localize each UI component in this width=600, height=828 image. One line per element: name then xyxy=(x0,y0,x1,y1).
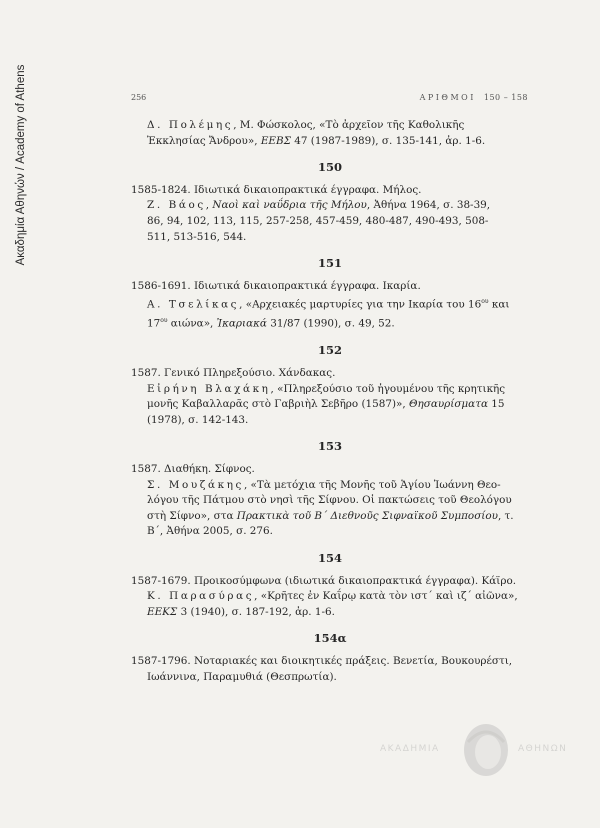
entry-number: 151 xyxy=(317,256,342,271)
citation-text: 511, 513-516, 544. xyxy=(147,230,247,243)
book-title: Ναοὶ καὶ ναΰδρια τῆς Μήλου xyxy=(212,199,367,212)
citation-text: 31/87 (1990), σ. 49, 52. xyxy=(266,317,395,330)
entry-citation xyxy=(131,589,529,620)
entry-number: 150 xyxy=(317,160,342,175)
citation-text: λόγου τῆς Πάτμου στὸ νησὶ τῆς Σίφνου. Οἱ πακτώσεις τοῦ Θεολόγου xyxy=(147,494,512,507)
entry-head: 1587. Γενικό Πληρεξούσιο. Χάνδακας. xyxy=(131,367,336,380)
journal-title: Ἰκαριακά xyxy=(216,317,267,330)
entry-head-continued: Ιωάννινα, Παραμυθιά (Θεσπρωτία). xyxy=(147,670,337,683)
citation-text: αιώνα», xyxy=(167,317,217,330)
citation-text: 17 xyxy=(147,317,161,330)
superscript: ου xyxy=(481,298,489,306)
entry-head: 1587-1796. Νοταριακές και διοικητικές πράξεις. Βενετία, Βουκουρέστι, xyxy=(131,654,513,667)
citation-text: , «Τὰ μετόχια τῆς Μονῆς τοῦ Ἁγίου Ἰωάννη Θεο- xyxy=(243,478,501,491)
proceedings-title: Πρακτικὰ τοῦ Β΄ Διεθνοῦς Σιφναϊκοῦ Συμποσίου xyxy=(236,509,498,522)
entry-citation xyxy=(131,382,529,429)
top-fragment xyxy=(131,118,529,149)
journal-title: ΕΕΒΣ xyxy=(260,134,291,147)
author: Εἰρήνη Βλαχάκη xyxy=(147,382,271,395)
citation-text: Ἐκκλησίας Ἄνδρου», xyxy=(147,134,261,147)
citation-text: 47 (1987-1989), σ. 135-141, ἀρ. 1-6. xyxy=(290,134,486,147)
citation-text: 3 (1940), σ. 187-192, ἀρ. 1-6. xyxy=(177,605,335,618)
superscript: ου xyxy=(160,317,168,325)
entry-number: 152 xyxy=(317,343,342,358)
entry-number: 154 xyxy=(317,551,342,565)
journal-title: ΕΕΚΣ xyxy=(147,605,178,618)
citation-text: , τ. xyxy=(497,509,514,522)
author: Α. Τσελίκας xyxy=(147,298,240,311)
citation-text: , «Κρῆτες ἐν Καΐρῳ κατὰ τὸν ιστ΄ καὶ ιζ΄ αἰῶνα», xyxy=(254,590,518,603)
citation-text: , «Αρχειακές μαρτυρίες για την Ικαρία του 16 xyxy=(239,298,482,311)
entry-head: 1587. Διαθήκη. Σίφνος. xyxy=(131,463,255,476)
citation-text: Β΄, Ἀθήνα 2005, σ. 276. xyxy=(147,525,273,538)
running-title-text: ΑΡΙΘΜΟΙ xyxy=(419,93,476,102)
author: Σ. Μουζάκης xyxy=(147,478,244,491)
citation-text: μονῆς Καβαλλαρᾶς στὸ Γαβριὴλ Σεβῆρο (1587)», xyxy=(147,398,409,411)
citation-text: , Μ. Φώσκολος, «Τὸ ἀρχεῖον τῆς Καθολικῆς xyxy=(233,119,465,131)
side-label-text: Ακαδημία Αθηνών / Academy of Athens xyxy=(15,64,27,266)
citation-text: (1978), σ. 142-143. xyxy=(147,413,249,426)
citation-text: , «Πληρεξούσιο τοῦ ἡγουμένου τῆς κρητικῆς xyxy=(270,382,506,395)
author: Ζ. Βάος xyxy=(147,199,206,212)
entry-number: 153 xyxy=(317,439,342,454)
author: Κ. Παρασύρας xyxy=(147,590,255,603)
athena-head-icon xyxy=(458,720,514,780)
citation-text: και xyxy=(488,298,510,311)
citation-text: 86, 94, 102, 113, 115, 257-258, 457-459, 480-487, 490-493, 508- xyxy=(147,214,489,227)
entry-head: 1586-1691. Ιδιωτικά δικαιοπρακτικά έγγραφα. Ικαρία. xyxy=(131,279,421,292)
citation-text: , Ἀθήνα 1964, σ. 38-39, xyxy=(366,199,491,212)
entry-head: 1585-1824. Ιδιωτικά δικαιοπρακτικά έγγραφα. Μήλος. xyxy=(131,183,422,196)
side-label xyxy=(6,40,36,290)
page-header xyxy=(131,93,528,102)
citation-text: 15 xyxy=(487,398,505,411)
author: Δ. Πολέμης xyxy=(147,119,234,131)
page-number: 256 xyxy=(131,93,147,102)
watermark-right-text: ΑΘΗΝΩΝ xyxy=(518,744,568,754)
running-title xyxy=(420,93,528,102)
entry-number: 154α xyxy=(313,631,347,646)
entry-citation xyxy=(131,478,529,540)
citation-text: στὴ Σίφνο», στα xyxy=(147,509,237,522)
watermark-left-text: ΑΚΑΔΗΜΙΑ xyxy=(380,744,440,754)
journal-title: Θησαυρίσματα xyxy=(408,398,488,411)
academy-watermark xyxy=(380,720,580,780)
entry-citation: Ζ. Βάος, Ναοὶ καὶ ναΰδρια τῆς Μήλου, Ἀθήνα 1964, σ. 38-39, 86, 94, 102, 113, 115, 257-258, 457-459, 480-487, 490-493, 508- 511, 513-516, 544. xyxy=(131,198,529,245)
running-range: 150 – 158 xyxy=(483,93,528,102)
entry-head: 1587-1679. Προικοσύμφωνα (ιδιωτικά δικαιοπρακτικά έγγραφα). Κάϊρο. xyxy=(131,574,517,587)
entry-citation xyxy=(131,294,529,332)
page-content xyxy=(131,118,529,685)
